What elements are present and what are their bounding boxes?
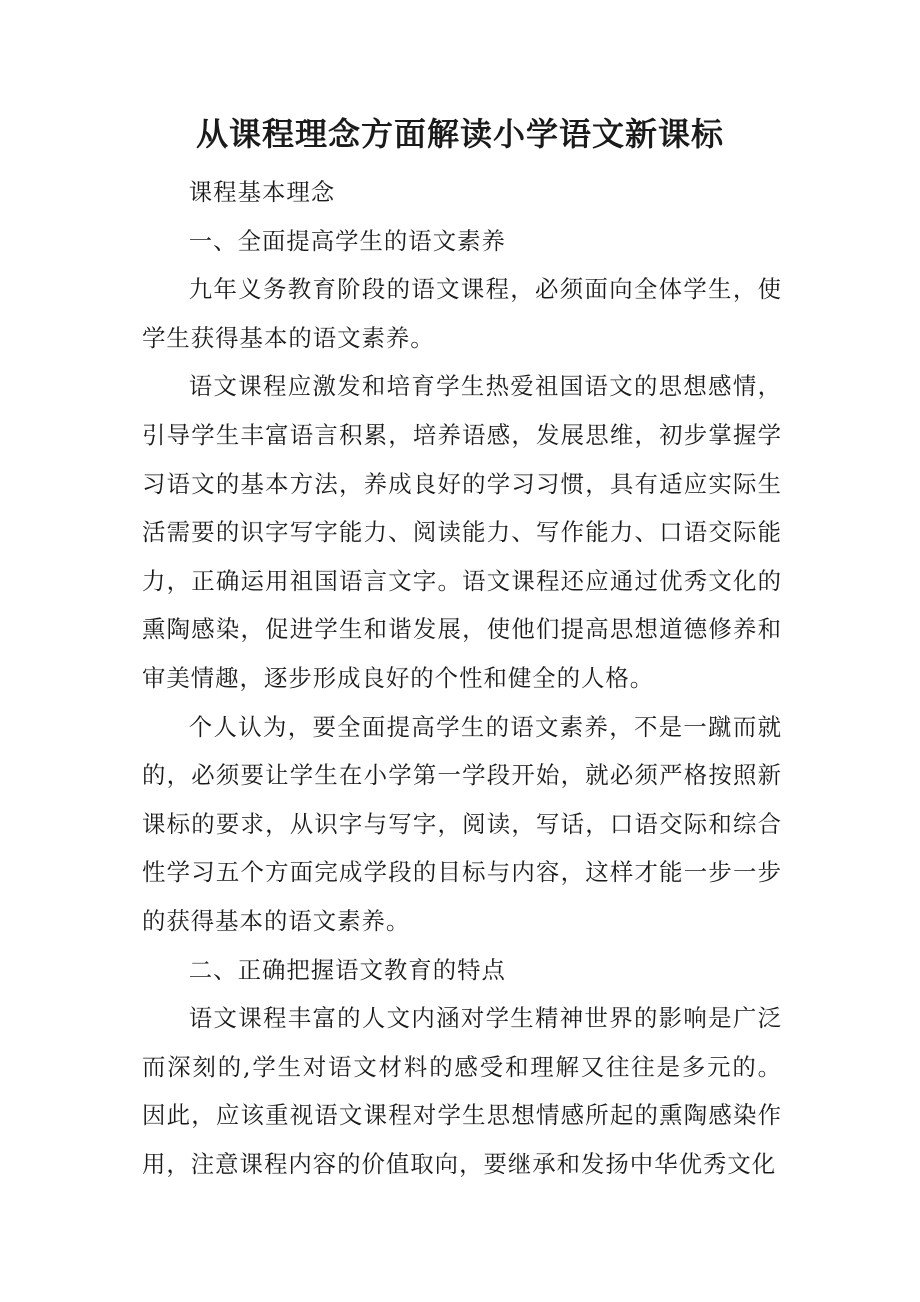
document-title: 从课程理念方面解读小学语文新课标	[195, 115, 724, 153]
paragraph-humanistic-content: 语文课程丰富的人文内涵对学生精神世界的影响是广泛而深刻的,学生对语文材料的感受和理解又往往是多元的。因此，应该重视语文课程对学生思想情感所起的熏陶感染作用，注意课程内容的价值取向，要继承和发扬中华优秀文化	[142, 1004, 782, 1178]
paragraph-personal-view: 个人认为，要全面提高学生的语文素养，不是一蹴而就的，必须要让学生在小学第一学段开始，就必须严格按照新课标的要求，从识字与写字，阅读，写话，口语交际和综合性学习五个方面完成学段的目标与内容，这样才能一步一步的获得基本的语文素养。	[142, 712, 782, 935]
document-body	[142, 168, 782, 1188]
heading-section-one: 一、全面提高学生的语文素养	[188, 226, 506, 255]
paragraph-course-basic-concept: 课程基本理念	[188, 178, 336, 206]
paragraph-course-goals: 语文课程应激发和培育学生热爱祖国语文的思想感情，引导学生丰富语言积累，培养语感，发展思维，初步掌握学习语文的基本方法，养成良好的学习习惯，具有适应实际生活需要的识字写字能力、阅读能力、写作能力、口语交际能力，正确运用祖国语言文字。语文课程还应通过优秀文化的熏陶感染，促进学生和谐发展，使他们提高思想道德修养和审美情趣，逐步形成良好的个性和健全的人格。	[142, 372, 782, 692]
paragraph-nine-year-education: 九年义务教育阶段的语文课程，必须面向全体学生，使学生获得基本的语文素养。	[142, 275, 782, 352]
heading-section-two: 二、正确把握语文教育的特点	[188, 955, 506, 984]
